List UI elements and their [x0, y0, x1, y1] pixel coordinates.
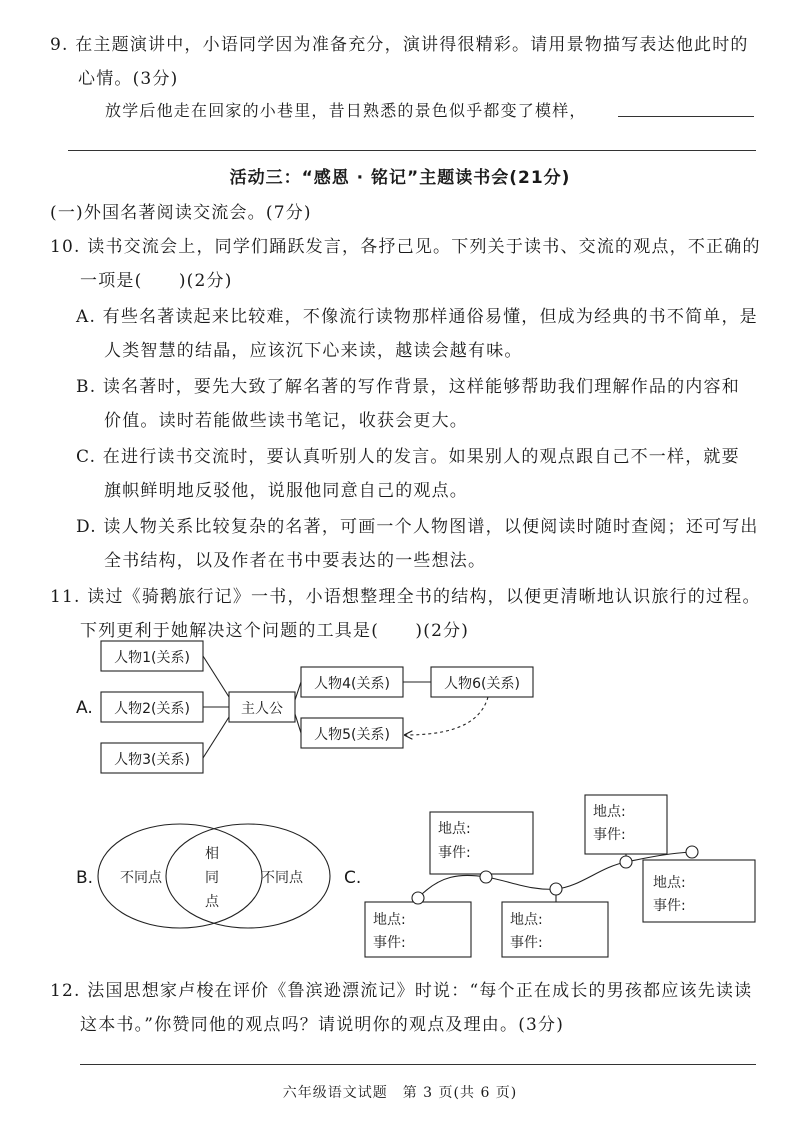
- q12-line1: 12. 法国思想家卢梭在评价《鲁滨逊漂流记》时说：“每个正在成长的男孩都应该先读读: [50, 981, 753, 1001]
- diagram-a[interactable]: [0, 635, 800, 785]
- q9-answer-blank[interactable]: [618, 116, 754, 117]
- c4-place: 地点:: [373, 912, 406, 928]
- venn-left-text: 不同点: [120, 870, 162, 886]
- box-protagonist-text: 主人公: [241, 701, 283, 717]
- q9-line2: 心情。(3分): [78, 69, 179, 89]
- c5-event: 事件:: [510, 935, 543, 951]
- q10-option-d-line1[interactable]: D. 读人物关系比较复杂的名著，可画一个人物图谱，以便阅读时随时查阅；还可写出: [76, 517, 759, 537]
- q10-option-c-line2: 旗帜鲜明地反驳他，说服他同意自己的观点。: [104, 481, 468, 501]
- c1-event: 事件:: [438, 845, 471, 861]
- q10-line2: 一项是( )(2分): [80, 271, 233, 291]
- c4-event: 事件:: [373, 935, 406, 951]
- c3-place: 地点:: [653, 875, 686, 891]
- c5-place: 地点:: [510, 912, 543, 928]
- q10-option-a-line1[interactable]: A. 有些名著读起来比较难，不像流行读物那样通俗易懂，但成为经典的书不简单，是: [76, 307, 758, 327]
- diagram-c-label: C.: [344, 868, 362, 888]
- q10-option-d-line2: 全书结构，以及作者在书中要表达的一些想法。: [104, 551, 487, 571]
- c3-event: 事件:: [653, 898, 686, 914]
- box-person5-text: 人物5(关系): [314, 727, 390, 743]
- venn-middle-2: 同: [205, 870, 219, 886]
- venn-middle-1: 相: [205, 846, 219, 862]
- activity3-title: 活动三：“感恩 · 铭记”主题读书会(21分): [229, 168, 571, 188]
- box-person3-text: 人物3(关系): [114, 752, 190, 768]
- box-person4-text: 人物4(关系): [314, 676, 390, 692]
- c2-event: 事件:: [593, 827, 626, 843]
- box-person2-text: 人物2(关系): [114, 701, 190, 717]
- box-person6-text: 人物6(关系): [444, 676, 520, 692]
- q11-line2: 下列更利于她解决这个问题的工具是( )(2分): [80, 621, 470, 641]
- divider: [68, 150, 756, 151]
- diagram-a-label: A.: [76, 698, 93, 718]
- q9-line1: 9. 在主题演讲中，小语同学因为准备充分，演讲得很精彩。请用景物描写表达他此时的: [50, 35, 749, 55]
- diagrams-b-c[interactable]: [0, 785, 800, 960]
- venn-middle-3: 点: [205, 894, 219, 910]
- q10-option-b-line1[interactable]: B. 读名著时，要先大致了解名著的写作背景，这样能够帮助我们理解作品的内容和: [76, 377, 740, 397]
- box-person1-text: 人物1(关系): [114, 650, 190, 666]
- c2-place: 地点:: [593, 804, 626, 820]
- q10-option-a-line2: 人类智慧的结晶，应该沉下心来读，越读会越有味。: [104, 341, 523, 361]
- section1-title: (一)外国名著阅读交流会。(7分): [50, 203, 312, 223]
- q12-line2: 这本书。”你赞同他的观点吗？请说明你的观点及理由。(3分): [80, 1015, 565, 1035]
- q10-option-c-line1[interactable]: C. 在进行读书交流时，要认真听别人的发言。如果别人的观点跟自己不一样，就要: [76, 447, 740, 467]
- q10-line1: 10. 读书交流会上，同学们踊跃发言，各抒己见。下列关于读书、交流的观点，不正确的: [50, 237, 761, 257]
- venn-right-text: 不同点: [261, 870, 303, 886]
- footer-divider: [80, 1064, 756, 1065]
- c1-place: 地点:: [438, 821, 471, 837]
- q11-line1: 11. 读过《骑鹅旅行记》一书，小语想整理全书的结构，以便更清晰地认识旅行的过程。: [50, 587, 761, 607]
- page-footer: 六年级语文试题 第 3 页(共 6 页): [282, 1085, 518, 1101]
- diagram-b-label: B.: [76, 868, 94, 888]
- q9-answer-prompt: 放学后他走在回家的小巷里，昔日熟悉的景色似乎都变了模样，: [105, 101, 587, 120]
- q10-option-b-line2: 价值。读时若能做些读书笔记，收获会更大。: [104, 411, 468, 431]
- journey-map: [365, 795, 755, 957]
